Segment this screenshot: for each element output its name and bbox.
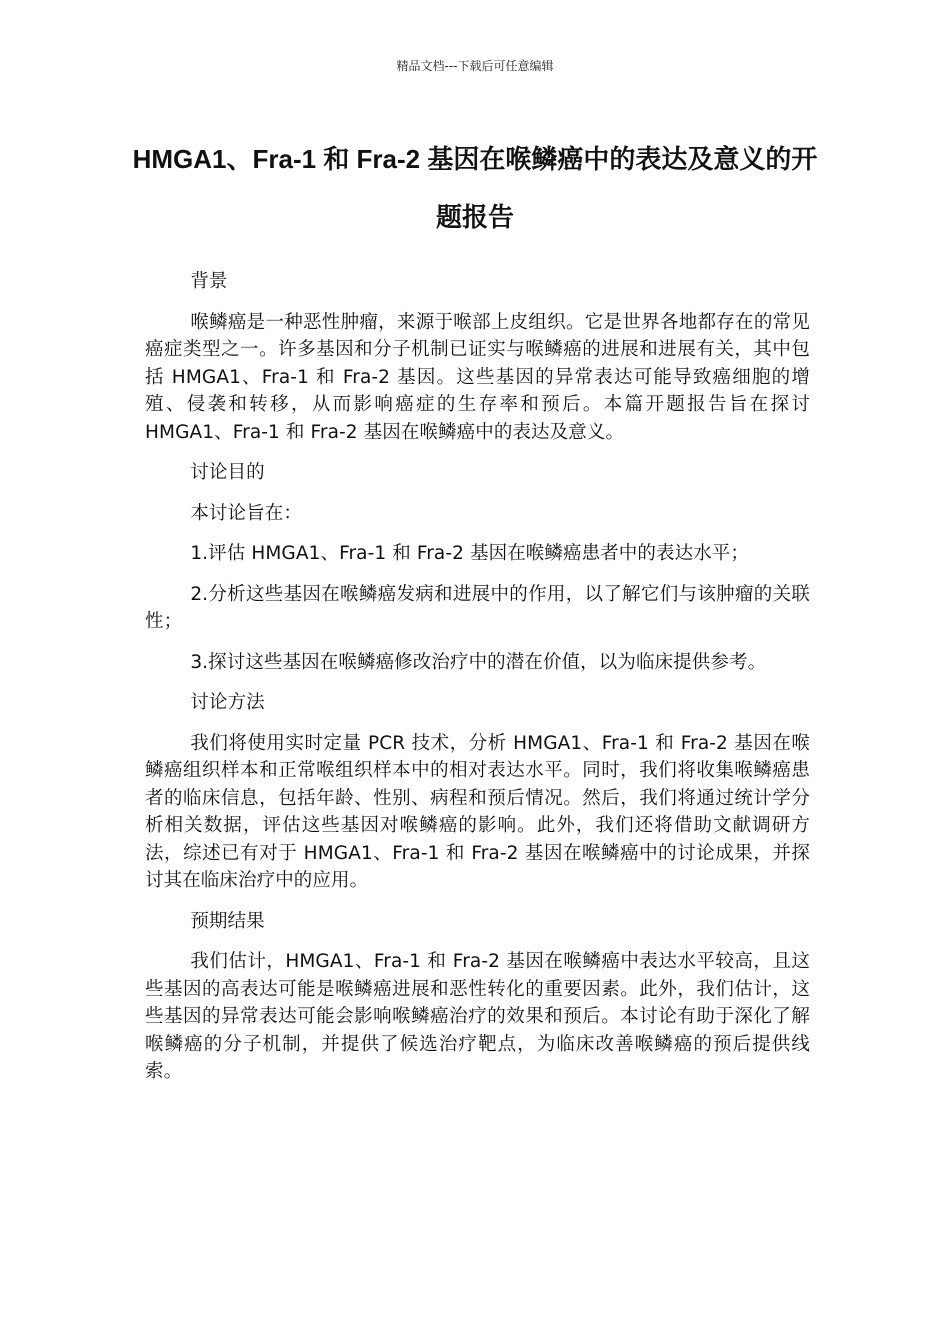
paragraph-purpose-intro: 本讨论旨在：: [190, 502, 302, 524]
page-header-note: 精品文档---下载后可任意编辑: [396, 59, 554, 73]
section-heading-methods: 讨论方法: [190, 692, 265, 713]
section-heading-purpose: 讨论目的: [190, 462, 265, 483]
list-item-purpose-3: 3.探讨这些基因在喉鳞癌修改治疗中的潜在价值，以为临床提供参考。: [190, 651, 767, 673]
list-item-purpose-2: 2.分析这些基因在喉鳞癌发病和进展中的作用，以了解它们与该肿瘤的关联性；: [145, 583, 810, 632]
document-title: HMGA1、Fra-1 和 Fra-2 基因在喉鳞癌中的表达及意义的开题报告: [132, 144, 818, 232]
document-body: [145, 268, 810, 1099]
paragraph-methods: 我们将使用实时定量 PCR 技术，分析 HMGA1、Fra-1 和 Fra-2 基因在喉鳞癌组织样本和正常喉组织样本中的相对表达水平。同时，我们将收集喉鳞癌患者的临床信息，包括年龄、性别、病程和预后情况。然后，我们将通过统计学分析相关数据，评估这些基因对喉鳞癌的影响。此外，我们还将借助文献调研方法，综述已有对于 HMGA1、Fra-1 和 Fra-2 基因在喉鳞癌中的讨论成果，并探讨其在临床治疗中的应用。: [145, 732, 810, 891]
paragraph-expected-results: 我们估计，HMGA1、Fra-1 和 Fra-2 基因在喉鳞癌中表达水平较高，且这些基因的高表达可能是喉鳞癌进展和恶性转化的重要因素。此外，我们估计，这些基因的异常表达可能会影响喉鳞癌治疗的效果和预后。本讨论有助于深化了解喉鳞癌的分子机制，并提供了候选治疗靶点，为临床改善喉鳞癌的预后提供线索。: [145, 951, 810, 1082]
section-heading-background: 背景: [190, 271, 228, 292]
paragraph-background: 喉鳞癌是一种恶性肿瘤，来源于喉部上皮组织。它是世界各地都存在的常见癌症类型之一。许多基因和分子机制已证实与喉鳞癌的进展和进展有关，其中包括 HMGA1、Fra-1 和 Fra-2 基因。这些基因的异常表达可能导致癌细胞的增殖、侵袭和转移，从而影响癌症的生存率和预后。本篇开题报告旨在探讨 HMGA1、Fra-1 和 Fra-2 基因在喉鳞癌中的表达及意义。: [145, 311, 810, 443]
section-heading-expected-results: 预期结果: [190, 910, 265, 932]
list-item-purpose-1: 1.评估 HMGA1、Fra-1 和 Fra-2 基因在喉鳞癌患者中的表达水平；: [190, 543, 749, 564]
